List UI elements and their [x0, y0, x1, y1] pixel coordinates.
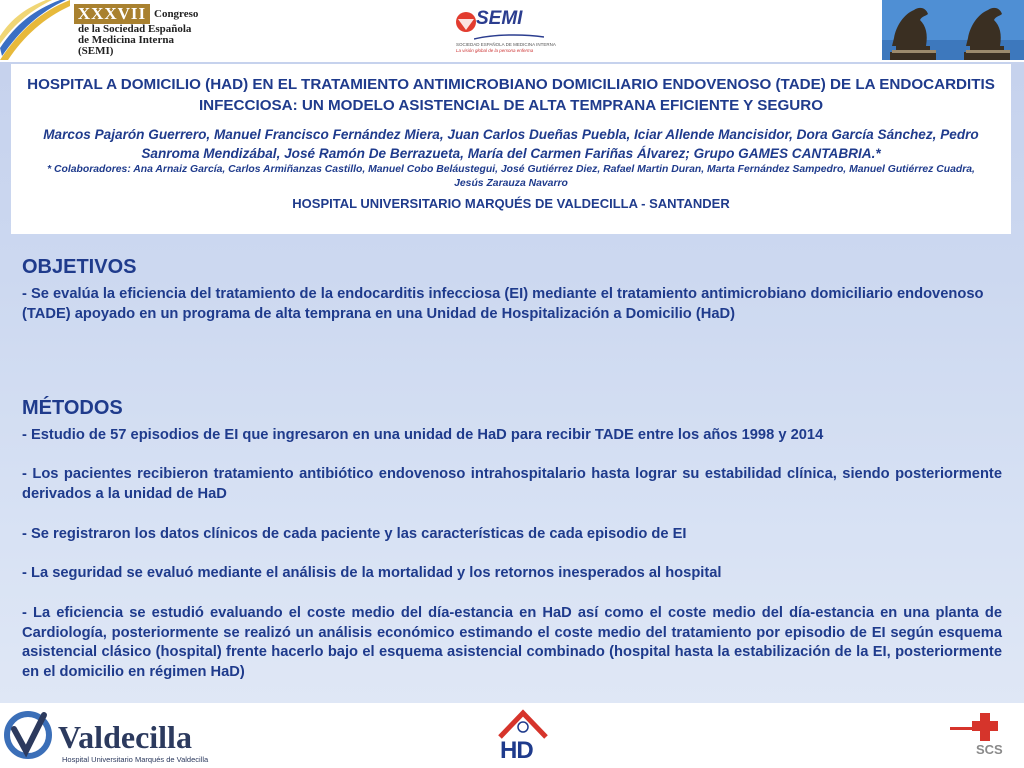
congress-swoosh-graphic — [0, 0, 70, 60]
had-text: HD — [500, 737, 533, 764]
valdecilla-name: Valdecilla — [58, 719, 192, 755]
valdecilla-logo — [4, 707, 214, 765]
congress-word: Congreso — [154, 8, 199, 20]
had-logo — [496, 709, 550, 767]
semi-name: SEMI — [476, 8, 523, 29]
semi-underline — [474, 34, 544, 40]
bottom-banner — [0, 703, 1024, 768]
poster-title: HOSPITAL A DOMICILIO (HAD) EN EL TRATAMIENTO ANTIMICROBIANO DOMICILIARIO ENDOVENOSO (TADE) DE LA ENDOCARDITIS INFECCIOSA: UN MODELO ASISTENCIAL DE ALTA TEMPRANA EFICIENTE Y SEGURO — [27, 76, 995, 114]
scs-cross-icon — [950, 711, 1020, 741]
semi-logo — [452, 4, 556, 58]
semi-tagline: La visión global de la persona enferma — [456, 48, 534, 53]
scs-text: SCS — [976, 742, 1003, 757]
objetivos-heading: OBJETIVOS — [22, 256, 137, 278]
had-house-icon — [496, 709, 550, 739]
collaborators-list: * Colaboradores: Ana Arnaiz García, Carlos Armiñanzas Castillo, Manuel Cobo Beláustegui, José Gutiérrez Diez, Rafael Martin Duran, Marta Fernández Sampedro, Manuel Gutiérrez Cuadra, Jesús Zarauza Navarro — [47, 164, 975, 189]
metodos-item: - Estudio de 57 episodios de EI que ingresaron en una unidad de HaD para recibir TADE entre los años 1998 y 2014 — [22, 427, 824, 443]
metodos-item: - Se registraron los datos clínicos de cada paciente y las características de cada episodio de EI — [22, 526, 687, 542]
hospital-affiliation: HOSPITAL UNIVERSITARIO MARQUÉS DE VALDECILLA - SANTANDER — [292, 196, 730, 211]
semi-subtitle: SOCIEDAD ESPAÑOLA DE MEDICINA INTERNA — [456, 42, 556, 47]
authors-list: Marcos Pajarón Guerrero, Manuel Francisco Fernández Miera, Juan Carlos Dueñas Puebla, Iciar Allende Mancisidor, Dora García Sánchez, Pedro Sanroma Mendizábal, José Ramón De Berrazueta, María del Carmen Fariñas Álvarez; Grupo GAMES CANTABRIA.* — [43, 127, 979, 161]
title-box — [11, 64, 1011, 234]
congress-logo — [74, 4, 224, 56]
metodos-item: - La eficiencia se estudió evaluando el coste medio del día-estancia en HaD así como el coste medio del día-estancia en una planta de Cardiología, posteriormente se realizó un análisis económico estimando el coste medio del tratamiento por episodio de EI según esquema asistencial clásico (hospital) frente hacerlo bajo el esquema asistencial combinado (hospital hasta la estabilización de la EI, posteriormente en el domicilio en régimen HaD) — [22, 605, 1002, 680]
congress-lines — [78, 24, 191, 57]
valdecilla-emblem-icon — [4, 707, 54, 763]
top-banner — [0, 0, 1024, 62]
objetivos-text: - Se evalúa la eficiencia del tratamiento de la endocarditis infecciosa (EI) mediante el tratamiento antimicrobiano domiciliario endovenoso (TADE) apoyado en un programa de alta temprana en una Unidad de Hospitalización a Domicilio (HaD) — [22, 286, 984, 322]
metodos-item: - La seguridad se evaluó mediante el análisis de la mortalidad y los retornos inesperados al hospital — [22, 565, 722, 581]
congress-line: (SEMI) — [78, 45, 114, 57]
scs-logo — [950, 711, 1020, 765]
congress-line: de la Sociedad Española — [78, 23, 192, 35]
metodos-item: - Los pacientes recibieron tratamiento antibiótico endovenoso intrahospitalario hasta lograr su estabilidad clínica, siendo posteriormente derivados a la unidad de HaD — [22, 466, 1002, 502]
congress-line: de Medicina Interna — [78, 34, 174, 46]
metodos-heading: MÉTODOS — [22, 397, 123, 419]
valdecilla-subtitle: Hospital Universitario Marqués de Valdecilla — [62, 755, 209, 764]
lions-statue-photo — [882, 0, 1024, 60]
congress-number: XXXVII — [74, 4, 150, 24]
semi-globe-icon — [454, 10, 478, 34]
